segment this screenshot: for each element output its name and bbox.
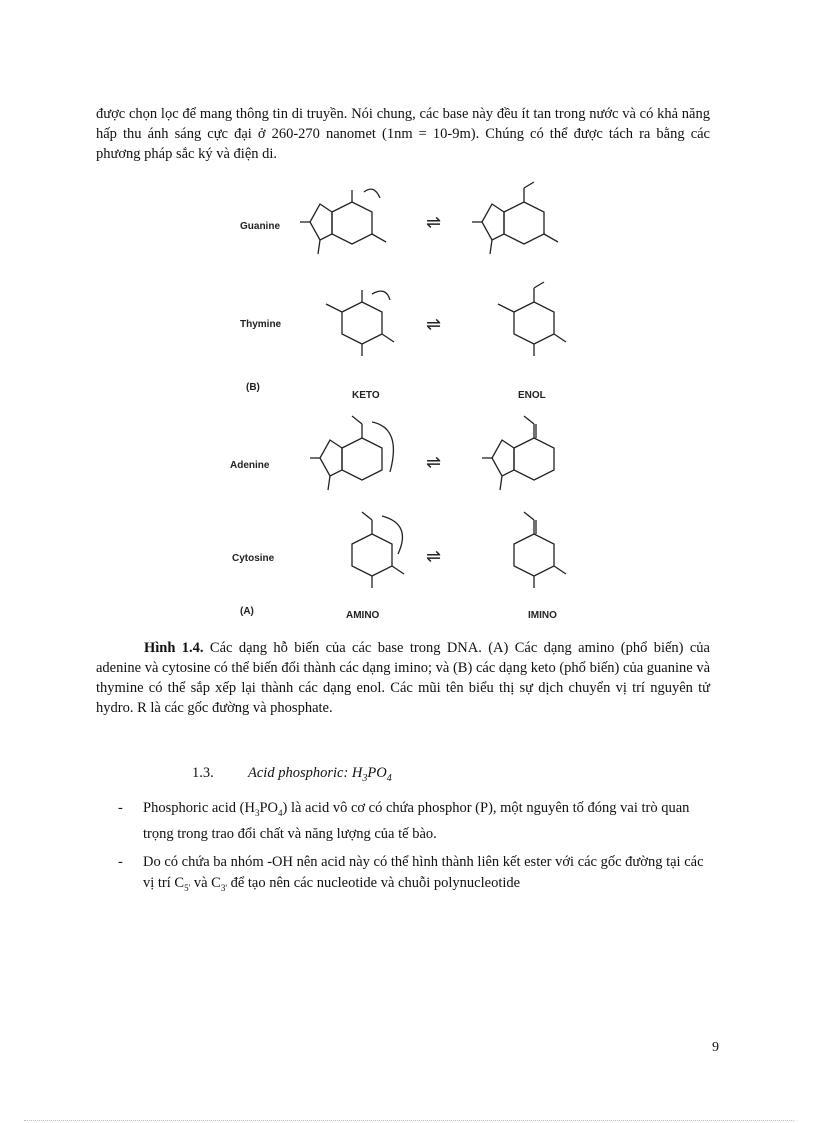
imino-label: IMINO	[528, 610, 557, 621]
figure-row-label-adenine: Adenine	[230, 460, 270, 471]
equilibrium-arrow-adenine: ⇌	[426, 452, 442, 472]
panel-a-label: (A)	[240, 606, 254, 617]
thymine-keto-structure	[326, 290, 394, 356]
cytosine-imino-structure	[514, 512, 566, 588]
caption-text: Các dạng hỗ biến của các base trong DNA. (A) Các dạng amino (phổ biến) của adenine và cytosine có thể biến đổi thành các dạng imino; và (B) các dạng keto (phổ biến) của guanine và thymine có thể sắp xếp lại thành các dạng enol. Các mũi tên biểu thị sự dịch chuyển vị trí nguyên tử hydro. R là các gốc đường và phosphate.	[96, 640, 710, 716]
bullet-dash: -	[118, 800, 123, 816]
enol-label: ENOL	[518, 390, 546, 401]
keto-label: KETO	[352, 390, 380, 401]
equilibrium-arrow-cytosine: ⇌	[426, 546, 442, 566]
section-title: Acid phosphoric: $H_3PO_4$	[248, 765, 392, 784]
guanine-enol-structure	[472, 182, 558, 254]
adenine-amino-structure	[310, 416, 393, 490]
equilibrium-arrow-guanine: ⇌	[426, 212, 442, 232]
adenine-imino-structure	[482, 416, 554, 490]
bullet-dash: -	[118, 854, 123, 870]
caption-label: Hình 1.4.	[144, 640, 204, 656]
figure-row-label-guanine: Guanine	[240, 221, 281, 232]
bullet-text: Do có chứa ba nhóm -OH nên acid này có thể hình thành liên kết ester với các gốc đường tại các vị trí $C_{5'}$ và $C_{3'}$ để tạo nên các nucleotide và chuỗi polynucleotide	[143, 854, 704, 893]
section-heading	[192, 765, 392, 784]
tautomer-figure	[222, 180, 594, 628]
guanine-keto-structure	[300, 189, 386, 254]
section-number: 1.3.	[192, 765, 214, 781]
amino-label: AMINO	[346, 610, 380, 621]
intro-paragraph: được chọn lọc để mang thông tin di truyền. Nói chung, các base này đều ít tan trong nước và có khả năng hấp thu ánh sáng cực đại ở 260-270 nanomet (1nm = 10-9m). Chúng có thể được tách ra bằng các phương pháp sắc ký và điện di.	[96, 106, 710, 162]
thymine-enol-structure	[498, 282, 566, 356]
panel-b-label: (B)	[246, 382, 260, 393]
figure-caption	[96, 638, 710, 718]
page-number: 9	[712, 1040, 719, 1055]
page-bottom-divider	[24, 1120, 794, 1121]
figure-row-label-cytosine: Cytosine	[232, 553, 275, 564]
bullet-text: Phosphoric acid $(H_3PO_4)$ là acid vô cơ có chứa phosphor (P), một nguyên tố đóng vai trò quan trọng trong trao đổi chất và năng lượng của tế bào.	[143, 800, 690, 842]
cytosine-amino-structure	[352, 512, 404, 588]
equilibrium-arrow-thymine: ⇌	[426, 314, 442, 334]
figure-row-label-thymine: Thymine	[240, 319, 282, 330]
